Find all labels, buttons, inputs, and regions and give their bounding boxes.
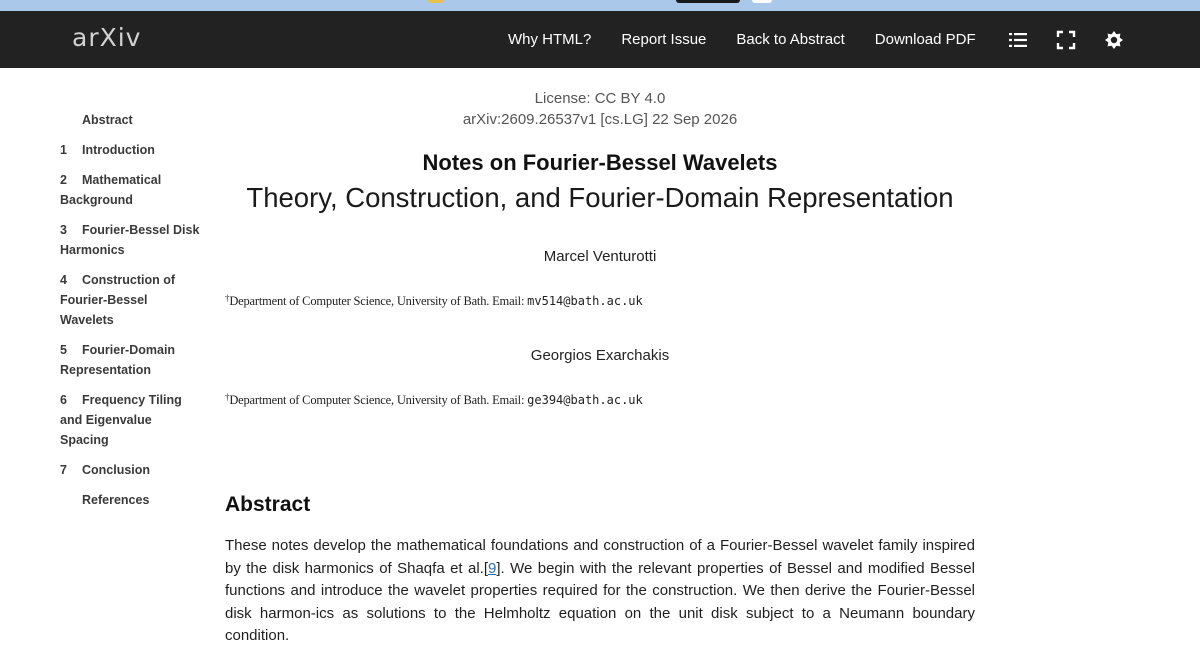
toc-item-disk-harmonics[interactable] <box>60 220 200 260</box>
toc-item-label: Mathematical Background <box>60 173 162 207</box>
footnote-mark: † <box>225 293 230 303</box>
fullscreen-button[interactable] <box>1056 30 1076 50</box>
toc-item-number: 6 <box>60 393 67 407</box>
toc-item-number: 7 <box>60 463 67 477</box>
citation-link[interactable]: 9 <box>488 559 497 577</box>
toc-item-mathematical-background[interactable] <box>60 170 200 210</box>
settings-button[interactable] <box>1104 30 1124 50</box>
author-name: Georgios Exarchakis <box>530 347 670 364</box>
affiliation-text: Department of Computer Science, University of Bath. Email: <box>229 294 528 308</box>
article-body <box>225 88 975 648</box>
paper-subtitle: Theory, Construction, and Fourier-Domain Representation <box>246 182 954 213</box>
list-icon <box>1008 30 1028 50</box>
toc-item-label: Fourier-Domain Representation <box>60 343 176 377</box>
download-pdf-link[interactable]: Download PDF <box>874 31 976 48</box>
settings-icon <box>1104 30 1124 50</box>
toc-list-icon[interactable] <box>1008 30 1028 50</box>
strip-decoration <box>752 0 772 3</box>
toc-item-number: 2 <box>60 173 67 187</box>
toc-item-fourier-domain[interactable] <box>60 340 200 380</box>
table-of-contents <box>60 110 200 520</box>
license-text: License: CC BY 4.0 <box>534 90 666 107</box>
arxiv-logo[interactable] <box>72 25 141 51</box>
toc-item-label: Conclusion <box>82 463 151 477</box>
author-email: mv514@bath.ac.uk <box>527 294 643 308</box>
toc-item-construction[interactable] <box>60 270 200 330</box>
author-affiliation <box>225 289 975 310</box>
toc-item-label: Abstract <box>82 113 133 127</box>
why-html-link[interactable]: Why HTML? <box>508 31 592 48</box>
back-to-abstract-link[interactable]: Back to Abstract <box>736 31 845 48</box>
abstract-paragraph <box>225 535 975 648</box>
toc-item-label: Construction of Fourier-Bessel Wavelets <box>60 273 176 327</box>
toc-item-label: References <box>82 493 150 507</box>
abstract-heading: Abstract <box>225 493 311 516</box>
author-name: Marcel Venturotti <box>543 248 657 265</box>
toc-item-number: 1 <box>60 143 67 157</box>
arxiv-logo-text: arXiv <box>72 23 142 52</box>
report-issue-link[interactable]: Report Issue <box>621 31 707 48</box>
toc-item-frequency-tiling[interactable] <box>60 390 200 450</box>
toc-item-abstract[interactable] <box>60 110 200 130</box>
paper-title: Notes on Fourier-Bessel Wavelets <box>422 150 778 175</box>
top-strip <box>0 0 1200 11</box>
toc-item-introduction[interactable] <box>60 140 200 160</box>
nav-links <box>508 11 1124 68</box>
affiliation-text: Department of Computer Science, University of Bath. Email: <box>229 393 528 407</box>
strip-decoration <box>676 0 740 3</box>
arxiv-identifier: arXiv:2609.26537v1 [cs.LG] 22 Sep 2026 <box>462 111 738 128</box>
abstract-text: ]. We begin with the relevant properties of Bessel and modified Bessel functions and introduce the wavelet properties required for the construction. We then derive the Fourier-Bessel disk harmon-ics as solutions to the Helmholtz equation on the unit disk subject to a Neumann boundary condition. <box>225 559 975 645</box>
toc-item-number: 4 <box>60 273 67 287</box>
toc-item-references[interactable] <box>60 490 200 510</box>
toc-item-label: Frequency Tiling and Eigenvalue Spacing <box>60 393 182 447</box>
author-email: ge394@bath.ac.uk <box>527 393 643 407</box>
fullscreen-icon <box>1056 30 1076 50</box>
toc-item-number: 5 <box>60 343 67 357</box>
top-navigation-bar <box>0 11 1200 68</box>
toc-item-label: Fourier-Bessel Disk Harmonics <box>60 223 200 257</box>
abstract-text: These notes develop the mathematical foundations and construction of a Fourier-Bessel wavelet family inspired by the disk harmonics of Shaqfa et al.[ <box>225 537 975 577</box>
toc-item-number: 3 <box>60 223 67 237</box>
toc-item-label: Introduction <box>82 143 155 157</box>
footnote-mark: † <box>225 392 230 402</box>
strip-decoration <box>428 0 444 3</box>
author-affiliation <box>225 388 975 409</box>
toc-item-conclusion[interactable] <box>60 460 200 480</box>
